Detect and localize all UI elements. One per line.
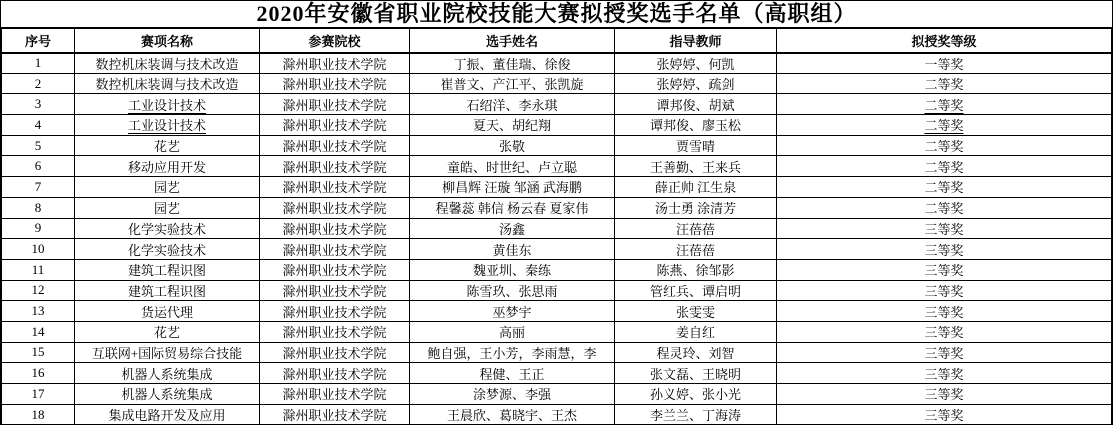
cell-teachers: 汪蓓蓓	[615, 218, 777, 239]
table-row	[2, 321, 1112, 342]
cell-contestants: 汤鑫	[410, 218, 615, 239]
cell-teachers: 谭邦俊、胡斌	[615, 94, 777, 115]
cell-no: 10	[2, 239, 75, 260]
cell-event: 化学实验技术	[75, 239, 260, 260]
cell-event: 工业设计技术	[75, 115, 260, 136]
cell-contestants: 童皓、时世纪、卢立聪	[410, 156, 615, 177]
column-header-teachers: 指导教师	[615, 29, 777, 53]
cell-teachers: 薛正帅 江生泉	[615, 177, 777, 198]
cell-college: 滁州职业技术学院	[260, 301, 410, 322]
column-header-no: 序号	[2, 29, 75, 53]
table-row	[2, 384, 1112, 405]
cell-award: 二等奖	[777, 197, 1112, 218]
cell-award: 二等奖	[777, 156, 1112, 177]
cell-college: 滁州职业技术学院	[260, 53, 410, 74]
table-row	[2, 342, 1112, 363]
cell-event: 移动应用开发	[75, 156, 260, 177]
table-row	[2, 363, 1112, 384]
cell-award: 三等奖	[777, 259, 1112, 280]
table-row	[2, 218, 1112, 239]
cell-event: 工业设计技术	[75, 94, 260, 115]
cell-no: 13	[2, 301, 75, 322]
cell-event: 数控机床装调与技术改造	[75, 73, 260, 94]
page-title: 2020年安徽省职业院校技能大赛拟授奖选手名单（高职组）	[1, 1, 1112, 28]
column-header-award: 拟授奖等级	[777, 29, 1112, 53]
cell-teachers: 王善勤、王来兵	[615, 156, 777, 177]
cell-contestants: 张敬	[410, 135, 615, 156]
cell-teachers: 陈燕、徐邹影	[615, 259, 777, 280]
awards-table	[1, 28, 1112, 425]
cell-contestants: 夏天、胡纪翔	[410, 115, 615, 136]
cell-event: 花艺	[75, 135, 260, 156]
cell-no: 1	[2, 53, 75, 74]
cell-teachers: 管红兵、谭启明	[615, 280, 777, 301]
cell-contestants: 黄佳东	[410, 239, 615, 260]
cell-award: 二等奖	[777, 73, 1112, 94]
cell-no: 5	[2, 135, 75, 156]
cell-event: 机器人系统集成	[75, 384, 260, 405]
table-row	[2, 53, 1112, 74]
cell-teachers: 程灵玲、刘智	[615, 342, 777, 363]
cell-event: 互联网+国际贸易综合技能	[75, 342, 260, 363]
header-row	[2, 29, 1112, 53]
cell-contestants: 巫梦宇	[410, 301, 615, 322]
cell-teachers: 汤士勇 涂清芳	[615, 197, 777, 218]
cell-no: 11	[2, 259, 75, 280]
cell-teachers: 李兰兰、丁海涛	[615, 404, 777, 425]
cell-no: 3	[2, 94, 75, 115]
table-row	[2, 239, 1112, 260]
cell-college: 滁州职业技术学院	[260, 280, 410, 301]
cell-award: 三等奖	[777, 218, 1112, 239]
cell-award: 二等奖	[777, 177, 1112, 198]
table-row	[2, 115, 1112, 136]
cell-teachers: 张雯雯	[615, 301, 777, 322]
cell-event: 机器人系统集成	[75, 363, 260, 384]
cell-award: 三等奖	[777, 363, 1112, 384]
column-header-event: 赛项名称	[75, 29, 260, 53]
cell-award: 三等奖	[777, 321, 1112, 342]
cell-contestants: 高丽	[410, 321, 615, 342]
cell-award: 二等奖	[777, 115, 1112, 136]
cell-no: 16	[2, 363, 75, 384]
cell-event: 货运代理	[75, 301, 260, 322]
cell-no: 4	[2, 115, 75, 136]
cell-no: 6	[2, 156, 75, 177]
column-header-college: 参赛院校	[260, 29, 410, 53]
cell-college: 滁州职业技术学院	[260, 239, 410, 260]
column-header-contestants: 选手姓名	[410, 29, 615, 53]
cell-college: 滁州职业技术学院	[260, 259, 410, 280]
cell-contestants: 陈雪玖、张思雨	[410, 280, 615, 301]
cell-award: 三等奖	[777, 280, 1112, 301]
cell-college: 滁州职业技术学院	[260, 94, 410, 115]
cell-award: 二等奖	[777, 135, 1112, 156]
table-row	[2, 404, 1112, 425]
cell-no: 18	[2, 404, 75, 425]
cell-no: 7	[2, 177, 75, 198]
cell-no: 17	[2, 384, 75, 405]
cell-award: 三等奖	[777, 342, 1112, 363]
cell-college: 滁州职业技术学院	[260, 218, 410, 239]
table-row	[2, 177, 1112, 198]
cell-no: 12	[2, 280, 75, 301]
cell-award: 三等奖	[777, 301, 1112, 322]
cell-award: 三等奖	[777, 384, 1112, 405]
cell-contestants: 崔普文、产江平、张凯旋	[410, 73, 615, 94]
cell-event: 园艺	[75, 197, 260, 218]
table-row	[2, 280, 1112, 301]
cell-teachers: 孙义婷、张小光	[615, 384, 777, 405]
table-row	[2, 73, 1112, 94]
cell-award: 二等奖	[777, 94, 1112, 115]
cell-college: 滁州职业技术学院	[260, 384, 410, 405]
cell-event: 花艺	[75, 321, 260, 342]
cell-contestants: 程健、王正	[410, 363, 615, 384]
table-row	[2, 156, 1112, 177]
cell-teachers: 张文磊、王晓明	[615, 363, 777, 384]
cell-contestants: 涂梦源、李强	[410, 384, 615, 405]
cell-teachers: 贾雪晴	[615, 135, 777, 156]
cell-college: 滁州职业技术学院	[260, 342, 410, 363]
cell-college: 滁州职业技术学院	[260, 156, 410, 177]
cell-teachers: 张婷婷、何凯	[615, 53, 777, 74]
cell-college: 滁州职业技术学院	[260, 321, 410, 342]
table-body	[2, 53, 1112, 425]
table-row	[2, 301, 1112, 322]
cell-college: 滁州职业技术学院	[260, 115, 410, 136]
cell-contestants: 王晨欣、葛晓宇、王杰	[410, 404, 615, 425]
cell-event: 建筑工程识图	[75, 280, 260, 301]
cell-no: 2	[2, 73, 75, 94]
cell-event: 园艺	[75, 177, 260, 198]
cell-contestants: 魏亚圳、秦练	[410, 259, 615, 280]
cell-award: 一等奖	[777, 53, 1112, 74]
table-row	[2, 94, 1112, 115]
cell-award: 三等奖	[777, 239, 1112, 260]
cell-event: 数控机床装调与技术改造	[75, 53, 260, 74]
cell-no: 15	[2, 342, 75, 363]
cell-college: 滁州职业技术学院	[260, 73, 410, 94]
cell-teachers: 汪蓓蓓	[615, 239, 777, 260]
cell-college: 滁州职业技术学院	[260, 135, 410, 156]
table-row	[2, 197, 1112, 218]
cell-no: 14	[2, 321, 75, 342]
cell-teachers: 姜自红	[615, 321, 777, 342]
cell-event: 建筑工程识图	[75, 259, 260, 280]
cell-contestants: 石绍洋、李永琪	[410, 94, 615, 115]
cell-event: 集成电路开发及应用	[75, 404, 260, 425]
cell-college: 滁州职业技术学院	[260, 197, 410, 218]
table-row	[2, 259, 1112, 280]
cell-college: 滁州职业技术学院	[260, 404, 410, 425]
cell-event: 化学实验技术	[75, 218, 260, 239]
cell-no: 8	[2, 197, 75, 218]
table-row	[2, 135, 1112, 156]
cell-contestants: 丁振、董佳瑞、徐俊	[410, 53, 615, 74]
cell-teachers: 谭邦俊、廖玉松	[615, 115, 777, 136]
cell-contestants: 鲍自强，王小芳，李雨慧，李	[410, 342, 615, 363]
cell-award: 三等奖	[777, 404, 1112, 425]
cell-contestants: 程馨蕊 韩信 杨云春 夏家伟	[410, 197, 615, 218]
cell-college: 滁州职业技术学院	[260, 363, 410, 384]
cell-no: 9	[2, 218, 75, 239]
cell-college: 滁州职业技术学院	[260, 177, 410, 198]
cell-contestants: 柳昌辉 汪璇 邹涵 武海鹏	[410, 177, 615, 198]
cell-teachers: 张婷婷、疏剑	[615, 73, 777, 94]
